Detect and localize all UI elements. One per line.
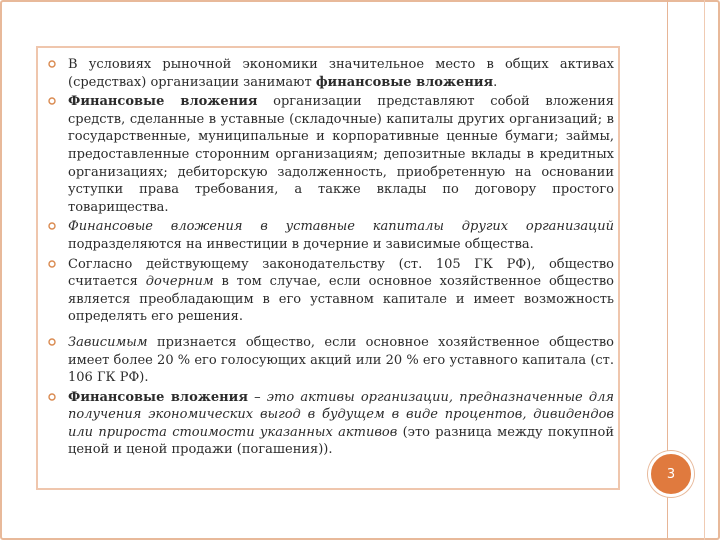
content-panel (36, 46, 620, 490)
text-bold: Финансовые вложения (68, 389, 248, 405)
list-item (48, 389, 614, 459)
list-item (48, 93, 614, 216)
text-segment: организации представляют собой вложения средств, сделанные в уставные (складочные) капиталы других организаций; в государственные, муниципальные и корпоративные ценные бумаги; займы, предоставленные сторонним организациям; депозитные вклады в кредитных организациях; дебиторскую задолженность, приобретенную на основании уступки права требования, а также вклады по договору простого товарищества. (68, 94, 614, 215)
list-item (48, 256, 614, 326)
text-segment: (это разница между покупной ценой и ценой продажи (погашения)). (68, 424, 614, 458)
text-segment: признается общество, если основное хозяйственное общество имеет более 20 % его голосующих акций или 20 % его уставного капитала (ст. 106 ГК РФ). (68, 334, 614, 386)
text-italic: Финансовые вложения в уставные капиталы других организаций (68, 219, 614, 235)
text-bold: Финансовые вложения (68, 94, 258, 110)
text-segment: подразделяются на инвестиции в дочерние и зависимые общества. (68, 236, 534, 252)
bullet-list (48, 56, 614, 461)
circle-bullet-icon (48, 393, 56, 401)
list-item (48, 56, 614, 91)
circle-bullet-icon (48, 222, 56, 230)
text-segment: . (493, 74, 498, 90)
text-italic: Зависимым (68, 334, 148, 350)
page-number: 3 (666, 466, 676, 482)
text-segment: – (247, 389, 267, 405)
text-segment: Согласно действующему законодательству (ст. 105 ГК РФ), общество считается (68, 256, 614, 290)
text-italic: дочерним (145, 274, 214, 290)
text-bold: финансовые вложения (315, 74, 494, 90)
decorative-rule-secondary (704, 0, 705, 540)
circle-bullet-icon (48, 260, 56, 268)
page-number-badge (648, 451, 694, 497)
circle-bullet-icon (48, 60, 56, 68)
text-segment: в том случае, если основное хозяйственное общество является преобладающим в его уставном капитале и имеет возможность определять его решения. (68, 274, 614, 325)
list-item (48, 218, 614, 253)
circle-bullet-icon (48, 338, 56, 346)
list-item (48, 334, 614, 387)
text-italic: это активы организации, предназначенные для получения экономических выгод в будущем в виде процентов, дивидендов или прироста стоимости указанных активов (68, 389, 615, 440)
circle-bullet-icon (48, 97, 56, 105)
text-segment: В условиях рыночной экономики значительное место в общих активах (средствах) организации занимают (68, 57, 614, 90)
